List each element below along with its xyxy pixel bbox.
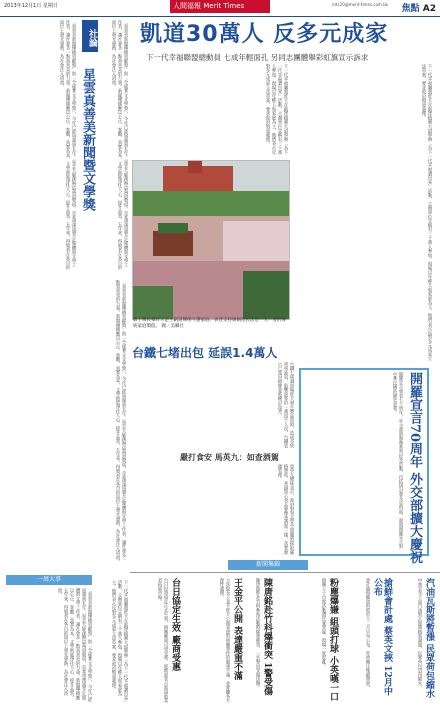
section-name: 焦點 — [401, 4, 420, 14]
week-events-bar: 一周大事 — [6, 575, 92, 585]
diplomacy-text: 開羅宣言發表七十周年，外交部將舉辦系列紀念活動，包括研討會及史料展，說明開羅宣言對中華民國的歷史意義。 — [392, 372, 403, 549]
masthead-logo — [170, 0, 270, 13]
roundup-text-1: 台日投資協定正式生效，相關廠商可望受惠，經濟部表示將協助業者拓展市場。 — [157, 578, 168, 703]
contact-email: mtc20@merit-times.com.tw — [332, 2, 388, 7]
photo-credit: 圖／美聯社 — [161, 324, 184, 329]
paper-name-en: Merit Times — [203, 2, 245, 10]
roundup-text-5: 會計處相關資料將於十二月中旬公布，外界關注後續發展。 — [365, 578, 370, 690]
roundup-headline-2: 王金平公開 表達嚴重不滿 — [232, 578, 242, 681]
news-roundup-bar: 新聞集錦 — [228, 560, 308, 570]
main-story-text-2: 下一代幸福聯盟昨天在凱達格蘭大道舉辦「為下一代幸福讚出來」活動，主辦單位宣稱有三十萬人參加，現場以年輕人和家庭為主，他們表示反對多元成家立法草案，要求政府慎重處理。 — [421, 64, 432, 361]
diplomacy-headline: 開羅宣言70周年 外交部擴大慶祝 — [407, 372, 422, 564]
roundup-text-3: 陳唐銘昨赴竹科參加活動時爆發衝突，一名警員受傷送醫。 — [255, 578, 260, 690]
roundup-text-4: 相關人士出席活動遭民眾質疑，現場一度混亂。 — [321, 578, 326, 669]
roundup-headline-4: 粉塵爆嫌 組頭打球 小英嘆一口 — [328, 578, 338, 702]
editorial-title: 星雲真善美新聞暨文學獎 — [80, 68, 95, 211]
roundup-rule — [130, 572, 440, 573]
roundup-headline-1: 台日協定生效 廠商受惠 — [170, 578, 180, 672]
photo-caption — [133, 318, 288, 330]
left-column-text: 「真善美新聞傳播貢獻獎」與「全球華文文學獎」，今年已經屆滿第五年。星雲大師創辦這兩項獎項，是希望透過肯定媒體與文學工作者，讓社會多一點真善美的力量。新聞傳播應以公正、客觀、真實為本，文學則能淨化人心、提升品質。五年來，得獎者在各自的崗位上發光發熱，為社會注入清流。 — [59, 20, 76, 270]
rally-photo-image — [133, 161, 289, 319]
rail-story-text: 台鐵七堵調車場昨天發生號誌故障，造成多班列車延誤，影響旅客約一萬四千人次，台鐵表示已派員搶修並將檢討改善。 — [277, 362, 294, 448]
main-subheadline: 下一代幸福聯盟總動員 七成年輕面孔 另同志團體舉彩虹旗宣示訴求 — [146, 53, 369, 62]
main-story-text: 下一代幸福聯盟昨天在凱達格蘭大道舉辦「為下一代幸福讚出來」活動，主辦單位宣稱有三十萬人參加，現場以年輕人和家庭為主，他們表示反對多元成家立法草案，要求政府慎重處理。 — [265, 64, 288, 155]
rally-photo — [132, 160, 290, 320]
editorial-label: 社論 — [82, 20, 98, 52]
page-number: A2 — [422, 4, 436, 14]
roundup-text-2: 立法院長王金平昨天公開表達對相關事件的嚴重不滿，並呼籲各方理性處理。 — [219, 578, 230, 703]
editorial-body: 「真善美新聞傳播貢獻獎」與「全球華文文學獎」，今年已經屆滿第五年。星雲大師創辦這兩項獎項，是希望透過肯定媒體與文學工作者，讓社會多一點真善美的力量。新聞傳播應以公正、客觀、真實為本，文學則能淨化人心、提升品質。五年來，得獎者在各自的崗位上發光發熱，為社會注入清流。 — [111, 20, 128, 270]
issue-date: 2013年12月1日 星期日 — [4, 3, 58, 9]
roundup-headline-5: 搶鮮會計處 蔡英文挾 12月中公布 — [372, 578, 392, 696]
main-headline: 凱道30萬人 反多元成家 — [140, 22, 389, 47]
food-safety-text: 馬英九總統表示，政府對食品安全問題將採取嚴格態度，查緝黑心食品要像查酒駕一樣，落實源頭管理。 — [277, 464, 294, 555]
left-column-text-2: 「真善美新聞傳播貢獻獎」與「全球華文文學獎」，今年已經屆滿第五年。星雲大師創辦這兩項獎項，是希望透過肯定媒體與文學工作者，讓社會多一點真善美的力量。新聞傳播應以公正、客觀、真實為本，文學則能淨化人心、提升品質。五年來，得獎者在各自的崗位上發光發熱，為社會注入清流。 — [115, 280, 126, 564]
food-safety-headline: 嚴打食安 馬英九：如查酒駕 — [180, 452, 279, 462]
paper-name: 人間福報 — [173, 2, 201, 10]
photo-caption-text: 數十萬民眾昨天走上凱道聲援守護家庭，表達支持婚姻依民法是一夫一妻的傳統家庭價值。 — [133, 318, 286, 329]
week-events-text-2: 下一代幸福聯盟昨天在凱達格蘭大道舉辦「為下一代幸福讚出來」活動，主辦單位宣稱有三十萬人參加，現場以年輕人和家庭為主，他們表示反對多元成家立法草案，要求政府慎重處理。 — [111, 580, 128, 703]
roundup-headline-6: 汽油瓦斯將暫漲 民眾荷包縮水 — [424, 578, 434, 699]
rail-headline: 台鐵七堵出包 延誤1.4萬人 — [132, 346, 278, 360]
week-events-text: 「真善美新聞傳播貢獻獎」與「全球華文文學獎」，今年已經屆滿第五年。星雲大師創辦這兩項獎項，是希望透過肯定媒體與文學工作者，讓社會多一點真善美的力量。新聞傳播應以公正、客觀、真實為本，文學則能淨化人心、提升品質。五年來，得獎者在各自的崗位上發光發熱，為社會注入清流。 — [57, 588, 92, 702]
roundup-headline-3: 陳唐銘赴竹科爆衝突 1警受傷 — [262, 578, 272, 696]
page-indicator — [402, 1, 436, 14]
roundup-text-6: 中油宣布下周汽油與瓦斯價格將調漲，民眾荷包恐再縮水。 — [417, 578, 422, 690]
